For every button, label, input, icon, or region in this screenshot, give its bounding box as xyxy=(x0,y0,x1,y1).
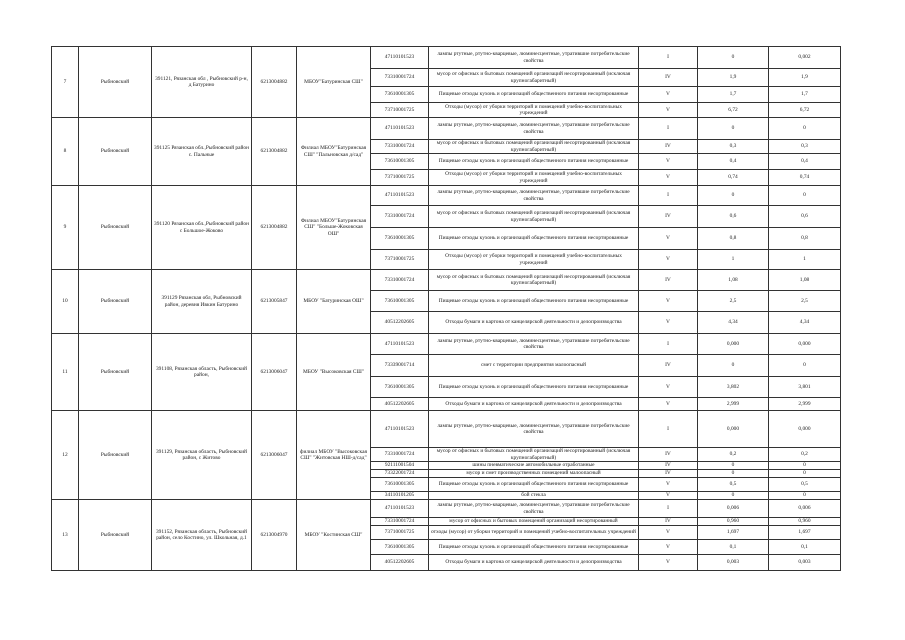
waste-code: 47110101523 xyxy=(371,118,429,140)
amount-total: 0,1 xyxy=(769,540,841,555)
organization-name: МБОУ "Батуринская ОШ" xyxy=(297,270,371,334)
hazard-class: V xyxy=(639,170,698,186)
site-address: 391152, Рязанская область, Рыбновский район, село Костино, ул. Школьная, д.1 xyxy=(152,500,252,571)
table-row xyxy=(52,47,841,69)
hazard-class: I xyxy=(639,186,698,206)
hazard-class: V xyxy=(639,291,698,312)
waste-code: 47110101523 xyxy=(371,334,429,355)
amount-value: 0 xyxy=(698,118,769,140)
amount-value: 0,000 xyxy=(698,411,769,448)
amount-total: 0,74 xyxy=(769,170,841,186)
entry-number: 13 xyxy=(52,500,79,571)
hazard-class: I xyxy=(639,500,698,518)
amount-value: 0,8 xyxy=(698,228,769,250)
waste-description: Отходы бумаги и картона от канцелярской деятельности и делопроизводства xyxy=(429,312,639,334)
amount-total: 0,000 xyxy=(769,334,841,355)
organization-name: МБОУ"Батуринская СШ" xyxy=(297,47,371,118)
amount-value: 6,72 xyxy=(698,103,769,118)
hazard-class: V xyxy=(639,555,698,571)
amount-value: 1,7 xyxy=(698,87,769,103)
waste-code: 73310001724 xyxy=(371,518,429,526)
site-address: 391129 Рязанская обл, Рыбновский район, деревня Ивкин Батурино xyxy=(152,270,252,334)
table-row xyxy=(52,270,841,291)
organization-name: филиал МБОУ "Высоковская СШ" "Житовская НШ-д/сад" xyxy=(297,411,371,500)
waste-code: 92111001504 xyxy=(371,462,429,470)
hazard-class: IV xyxy=(639,448,698,462)
waste-description: мусор от офисных и бытовых помещений организаций несортированный (исключая крупногабаритный) xyxy=(429,206,639,228)
waste-description: Отходы бумаги и картона от канцелярской деятельности и делопроизводства xyxy=(429,398,639,411)
waste-description: лампы ртутные, ртутно-кварцевые, люминесцентные, утратившие потребительские свойства xyxy=(429,47,639,69)
waste-code: 73710001725 xyxy=(371,170,429,186)
hazard-class: V xyxy=(639,492,698,500)
waste-description: Пищевые отходы кухонь и организаций общественного питания несортированные xyxy=(429,478,639,492)
waste-code: 73610001305 xyxy=(371,478,429,492)
inn-number: 6213006047 xyxy=(252,334,297,411)
district-name: Рыбновский xyxy=(79,270,152,334)
waste-code: 47110101523 xyxy=(371,500,429,518)
amount-value: 1 xyxy=(698,250,769,270)
entry-number: 7 xyxy=(52,47,79,118)
waste-code: 73610001305 xyxy=(371,87,429,103)
amount-total: 6,72 xyxy=(769,103,841,118)
amount-total: 0,960 xyxy=(769,518,841,526)
waste-description: мусор от офисных и бытовых помещений организаций несортированный xyxy=(429,518,639,526)
amount-total: 1 xyxy=(769,250,841,270)
amount-value: 0,2 xyxy=(698,448,769,462)
waste-code: 73310001724 xyxy=(371,140,429,154)
waste-code: 47110101523 xyxy=(371,47,429,69)
inn-number: 6213004970 xyxy=(252,500,297,571)
waste-description: Пищевые отходы кухонь и организаций общественного питания несортированные xyxy=(429,377,639,398)
table-row xyxy=(52,186,841,206)
district-name: Рыбновский xyxy=(79,334,152,411)
amount-total: 0 xyxy=(769,470,841,478)
waste-description: мусор и смет производственных помещений малоопасный xyxy=(429,470,639,478)
amount-total: 0 xyxy=(769,355,841,377)
amount-total: 0,003 xyxy=(769,555,841,571)
waste-code: 40512202605 xyxy=(371,312,429,334)
organization-name: Филиал МБОУ"Батуринская СШ" "Пальновская д/сад" xyxy=(297,118,371,186)
waste-description: лампы ртутные, ртутно-кварцевые, люминесцентные, утратившие потребительские свойства xyxy=(429,334,639,355)
waste-code: 47110101523 xyxy=(371,411,429,448)
waste-description: отходы (мусор) от уборки территорий и помещений учебно-воспитательных учреждений xyxy=(429,526,639,540)
amount-total: 3,801 xyxy=(769,377,841,398)
amount-value: 0 xyxy=(698,355,769,377)
amount-value: 0,003 xyxy=(698,555,769,571)
inn-number: 6213006047 xyxy=(252,411,297,500)
amount-value: 0,960 xyxy=(698,518,769,526)
amount-value: 0 xyxy=(698,186,769,206)
hazard-class: V xyxy=(639,228,698,250)
amount-total: 0,002 xyxy=(769,47,841,69)
amount-total: 0,2 xyxy=(769,448,841,462)
amount-total: 0 xyxy=(769,186,841,206)
site-address: 391125 Рязанская обл.,Рыбновский район с. Пальные xyxy=(152,118,252,186)
amount-total: 0,000 xyxy=(769,411,841,448)
hazard-class: V xyxy=(639,103,698,118)
waste-code: 73610001305 xyxy=(371,154,429,170)
inn-number: 6213004882 xyxy=(252,118,297,186)
waste-code: 47110101523 xyxy=(371,186,429,206)
site-address: 391121, Рязанская обл , Рыбновский р-н, д Батурино xyxy=(152,47,252,118)
site-address: 391120 Рязанская обл.,Рыбновский район с Большое-Жоково xyxy=(152,186,252,270)
amount-total: 0,3 xyxy=(769,140,841,154)
waste-description: мусор от офисных и бытовых помещений организаций несортированный (исключая крупногабаритный) xyxy=(429,140,639,154)
waste-description: Пищевые отходы кухонь и организаций общественного питания несортированные xyxy=(429,291,639,312)
site-address: 391129, Рязанская область, Рыбновский район, с Житово xyxy=(152,411,252,500)
waste-code: 73310001724 xyxy=(371,69,429,87)
amount-value: 2,999 xyxy=(698,398,769,411)
waste-code: 73610001305 xyxy=(371,291,429,312)
waste-code: 73710001725 xyxy=(371,250,429,270)
waste-code: 73310001724 xyxy=(371,206,429,228)
table-row xyxy=(52,118,841,140)
waste-description: Отходы (мусор) от уборки территорий и помещений учебно-воспитательных учреждений xyxy=(429,103,639,118)
entry-number: 11 xyxy=(52,334,79,411)
waste-code: 73610001305 xyxy=(371,377,429,398)
organization-name: МБОУ "Высоковская СШ" xyxy=(297,334,371,411)
waste-code: 40512202605 xyxy=(371,398,429,411)
amount-total: 2,5 xyxy=(769,291,841,312)
amount-value: 0,3 xyxy=(698,140,769,154)
site-address: 391108, Рязанская область, Рыбновский район, xyxy=(152,334,252,411)
waste-code: 73339001714 xyxy=(371,355,429,377)
hazard-class: I xyxy=(639,334,698,355)
waste-description: Пищевые отходы кухонь и организаций общественного питания несортированные xyxy=(429,228,639,250)
waste-code: 73610001305 xyxy=(371,228,429,250)
waste-description: мусор от офисных и бытовых помещений организаций несортированный (исключая крупногабаритный) xyxy=(429,270,639,291)
amount-total: 1,7 xyxy=(769,87,841,103)
amount-value: 0,5 xyxy=(698,478,769,492)
waste-code: 73710001725 xyxy=(371,526,429,540)
amount-value: 3,802 xyxy=(698,377,769,398)
district-name: Рыбновский xyxy=(79,186,152,270)
table-row xyxy=(52,334,841,355)
district-name: Рыбновский xyxy=(79,118,152,186)
waste-description: лампы ртутные, ртутно-кварцевые, люминесцентные, утратившие потребительские свойства xyxy=(429,118,639,140)
amount-value: 0,1 xyxy=(698,540,769,555)
table-row xyxy=(52,500,841,518)
waste-code: 73310001724 xyxy=(371,448,429,462)
amount-value: 1,9 xyxy=(698,69,769,87)
hazard-class: V xyxy=(639,526,698,540)
amount-value: 0 xyxy=(698,47,769,69)
amount-value: 0,6 xyxy=(698,206,769,228)
amount-total: 1,08 xyxy=(769,270,841,291)
amount-total: 0 xyxy=(769,492,841,500)
district-name: Рыбновский xyxy=(79,500,152,571)
amount-value: 0 xyxy=(698,492,769,500)
hazard-class: V xyxy=(639,87,698,103)
amount-value: 4,34 xyxy=(698,312,769,334)
amount-value: 1,08 xyxy=(698,270,769,291)
waste-description: Пищевые отходы кухонь и организаций общественного питания несортированные xyxy=(429,87,639,103)
waste-description: Пищевые отходы кухонь и организаций общественного питания несортированные xyxy=(429,540,639,555)
waste-description: шины пневматические автомобильные отработанные xyxy=(429,462,639,470)
entry-number: 12 xyxy=(52,411,79,500)
amount-value: 0 xyxy=(698,462,769,470)
amount-total: 0,6 xyxy=(769,206,841,228)
hazard-class: V xyxy=(639,154,698,170)
amount-total: 0,4 xyxy=(769,154,841,170)
organization-name: Филиал МБОУ"Батуринская СШ" "Больше-Жоковская ОШ" xyxy=(297,186,371,270)
amount-value: 0,74 xyxy=(698,170,769,186)
district-name: Рыбновский xyxy=(79,47,152,118)
hazard-class: IV xyxy=(639,206,698,228)
entry-number: 8 xyxy=(52,118,79,186)
hazard-class: V xyxy=(639,250,698,270)
hazard-class: V xyxy=(639,478,698,492)
table-row xyxy=(52,411,841,448)
district-name: Рыбновский xyxy=(79,411,152,500)
amount-value: 0,4 xyxy=(698,154,769,170)
inn-number: 6213005847 xyxy=(252,270,297,334)
entry-number: 9 xyxy=(52,186,79,270)
waste-description: Отходы бумаги и картона от канцелярской деятельности и делопроизводства xyxy=(429,555,639,571)
hazard-class: IV xyxy=(639,470,698,478)
hazard-class: V xyxy=(639,540,698,555)
waste-code: 73322001724 xyxy=(371,470,429,478)
inn-number: 6213004882 xyxy=(252,47,297,118)
amount-total: 1,697 xyxy=(769,526,841,540)
waste-description: Пищевые отходы кухонь и организаций общественного питания несортированные xyxy=(429,154,639,170)
waste-code: 73710001725 xyxy=(371,103,429,118)
waste-table-body xyxy=(52,47,841,571)
hazard-class: IV xyxy=(639,355,698,377)
hazard-class: I xyxy=(639,118,698,140)
waste-description: смет с территории предприятия малоопасный xyxy=(429,355,639,377)
waste-code: 73310001724 xyxy=(371,270,429,291)
hazard-class: IV xyxy=(639,69,698,87)
waste-description: лампы ртутные, ртутно-кварцевые, люминесцентные, утратившие потребительские свойства xyxy=(429,500,639,518)
amount-value: 0,000 xyxy=(698,334,769,355)
amount-total: 4,34 xyxy=(769,312,841,334)
amount-total: 0 xyxy=(769,462,841,470)
waste-code: 40512202605 xyxy=(371,555,429,571)
amount-value: 0 xyxy=(698,470,769,478)
amount-total: 0 xyxy=(769,118,841,140)
entry-number: 10 xyxy=(52,270,79,334)
amount-value: 1,697 xyxy=(698,526,769,540)
waste-description: Отходы (мусор) от уборки территорий и помещений учебно-воспитательных учреждений xyxy=(429,250,639,270)
inn-number: 6213004882 xyxy=(252,186,297,270)
hazard-class: V xyxy=(639,377,698,398)
amount-total: 2,999 xyxy=(769,398,841,411)
amount-value: 2,5 xyxy=(698,291,769,312)
waste-description: мусор от офисных и бытовых помещений организаций несортированный (исключая крупногабаритный) xyxy=(429,448,639,462)
hazard-class: V xyxy=(639,312,698,334)
hazard-class: I xyxy=(639,47,698,69)
waste-description: бой стекла xyxy=(429,492,639,500)
amount-total: 1,9 xyxy=(769,69,841,87)
hazard-class: IV xyxy=(639,140,698,154)
hazard-class: IV xyxy=(639,518,698,526)
hazard-class: IV xyxy=(639,462,698,470)
waste-description: Отходы (мусор) от уборки территорий и помещений учебно-воспитательных учреждений xyxy=(429,170,639,186)
amount-total: 0,006 xyxy=(769,500,841,518)
waste-description: лампы ртутные, ртутно-кварцевые, люминесцентные, утратившие потребительские свойства xyxy=(429,411,639,448)
waste-description: мусор от офисных и бытовых помещений организаций несортированный (исключая крупногабаритный) xyxy=(429,69,639,87)
hazard-class: I xyxy=(639,411,698,448)
organization-name: МБОУ "Костинская СШ" xyxy=(297,500,371,571)
waste-code: 73610001305 xyxy=(371,540,429,555)
amount-total: 0,5 xyxy=(769,478,841,492)
hazard-class: V xyxy=(639,398,698,411)
hazard-class: IV xyxy=(639,270,698,291)
waste-code: 34110101205 xyxy=(371,492,429,500)
amount-value: 0,006 xyxy=(698,500,769,518)
amount-total: 0,8 xyxy=(769,228,841,250)
waste-table xyxy=(51,46,841,571)
waste-description: лампы ртутные, ртутно-кварцевые, люминесцентные, утратившие потребительские свойства xyxy=(429,186,639,206)
